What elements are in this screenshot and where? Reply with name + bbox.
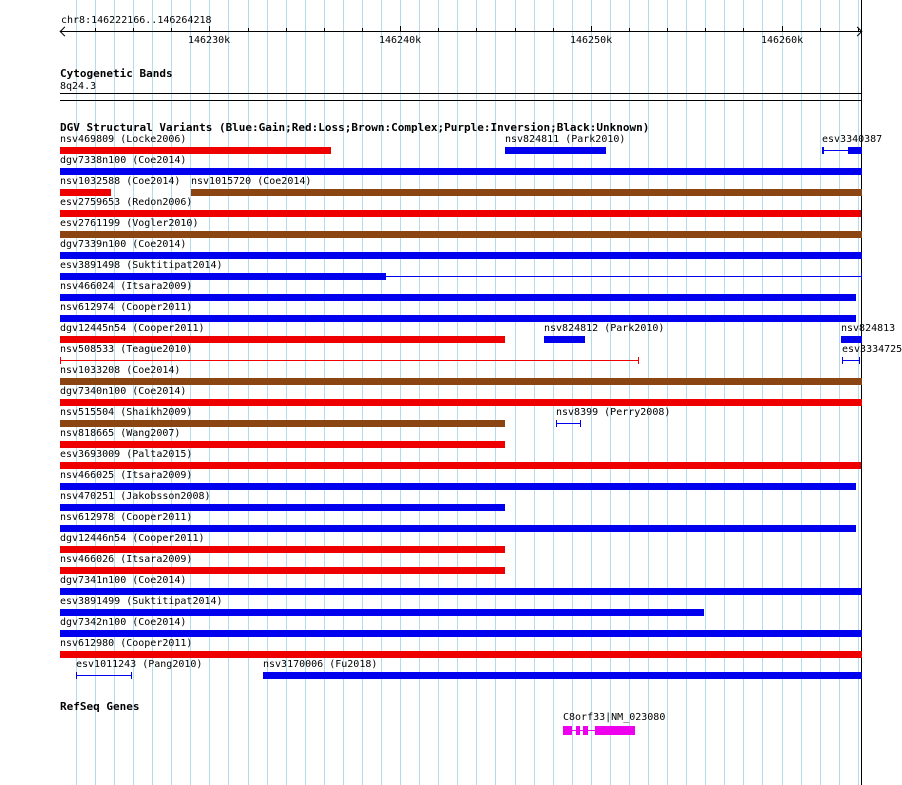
cytoband-label: 8q24.3	[60, 81, 97, 92]
grid-line	[820, 0, 821, 785]
variant-label[interactable]: nsv515504 (Shaikh2009)	[60, 407, 193, 418]
grid-line	[515, 0, 516, 785]
variant-end-tick	[861, 273, 862, 280]
grid-line	[705, 0, 706, 785]
variant-label[interactable]: nsv612980 (Cooper2011)	[60, 638, 193, 649]
variant-bar[interactable]	[60, 252, 862, 259]
variant-label[interactable]: nsv470251 (Jakobsson2008)	[60, 491, 211, 502]
grid-line	[839, 0, 840, 785]
variant-end-tick	[638, 357, 639, 364]
variant-end-tick	[842, 357, 843, 364]
grid-line	[400, 0, 401, 785]
ruler-minor-tick	[705, 28, 706, 31]
ruler-minor-tick	[629, 28, 630, 31]
ruler-minor-tick	[820, 28, 821, 31]
variant-label[interactable]: nsv824812 (Park2010)	[544, 323, 665, 334]
variant-bar[interactable]	[60, 588, 862, 595]
grid-line	[610, 0, 611, 785]
ruler-minor-tick	[95, 28, 96, 31]
variant-bar[interactable]	[60, 483, 856, 490]
variant-bar[interactable]	[60, 378, 862, 385]
gene-exon[interactable]	[583, 726, 588, 735]
ruler-minor-tick	[324, 28, 325, 31]
variant-label[interactable]: nsv1033208 (Coe2014)	[60, 365, 181, 376]
gene-exon[interactable]	[576, 726, 580, 735]
grid-line	[782, 0, 783, 785]
variant-bar[interactable]	[505, 147, 606, 154]
variant-bar[interactable]	[60, 546, 505, 553]
ruler-tick-label: 146250k	[570, 35, 613, 46]
grid-line	[629, 0, 630, 785]
grid-line	[228, 0, 229, 785]
variant-bar[interactable]	[60, 609, 704, 616]
variant-bar[interactable]	[60, 315, 856, 322]
ruler-minor-tick	[667, 28, 668, 31]
variant-label[interactable]: nsv466025 (Itsara2009)	[60, 470, 193, 481]
variant-end-tick	[859, 357, 860, 364]
variant-bar[interactable]	[60, 420, 505, 427]
ruler-minor-tick	[286, 28, 287, 31]
variant-bar[interactable]	[60, 294, 856, 301]
variant-bar[interactable]	[60, 630, 862, 637]
grid-line	[686, 0, 687, 785]
ruler-minor-tick	[362, 28, 363, 31]
grid-line	[858, 0, 859, 785]
variant-label[interactable]: nsv3170006 (Fu2018)	[263, 659, 378, 670]
variant-label[interactable]: dgv7340n100 (Coe2014)	[60, 386, 187, 397]
variant-label[interactable]: esv2761199 (Vogler2010)	[60, 218, 199, 229]
variant-label[interactable]: nsv8399 (Perry2008)	[556, 407, 671, 418]
grid-line	[553, 0, 554, 785]
ruler-tick-label: 146240k	[379, 35, 422, 46]
grid-line	[801, 0, 802, 785]
ruler-tick	[209, 26, 210, 31]
grid-line	[762, 0, 763, 785]
variant-label[interactable]: esv2759653 (Redon2006)	[60, 197, 193, 208]
variant-bar[interactable]	[544, 336, 585, 343]
variant-end-tick	[131, 672, 132, 679]
cytoband-bar-bottom	[60, 100, 862, 101]
location-label: chr8:146222166..146264218	[61, 15, 212, 26]
ruler-minor-tick	[743, 28, 744, 31]
grid-line	[667, 0, 668, 785]
ruler-tick-label: 146230k	[188, 35, 231, 46]
variant-label[interactable]: esv3891498 (Suktitipat2014)	[60, 260, 223, 271]
variant-bar[interactable]	[60, 525, 856, 532]
variant-bar[interactable]	[60, 147, 331, 154]
variant-label[interactable]: nsv824811 (Park2010)	[505, 134, 626, 145]
ruler-minor-tick	[171, 28, 172, 31]
variant-label[interactable]: esv3693009 (Palta2015)	[60, 449, 193, 460]
variant-bar[interactable]	[60, 210, 861, 217]
variant-label[interactable]: dgv7342n100 (Coe2014)	[60, 617, 187, 628]
gene-exon[interactable]	[595, 726, 635, 735]
variant-label[interactable]: nsv469809 (Locke2006)	[60, 134, 187, 145]
variant-label[interactable]: esv1011243 (Pang2010)	[76, 659, 203, 670]
variant-label[interactable]: nsv466024 (Itsara2009)	[60, 281, 193, 292]
gene-label[interactable]: C8orf33|NM_023080	[563, 712, 666, 723]
variant-label[interactable]: dgv7341n100 (Coe2014)	[60, 575, 187, 586]
variant-bar[interactable]	[60, 462, 861, 469]
variant-bar[interactable]	[848, 147, 862, 154]
ruler-minor-tick	[476, 28, 477, 31]
refseq-track-title[interactable]: RefSeq Genes	[60, 700, 140, 713]
variant-label[interactable]: nsv1032588 (Coe2014)	[60, 176, 181, 187]
grid-line	[724, 0, 725, 785]
variant-bar[interactable]	[191, 189, 862, 196]
variant-label[interactable]: nsv824813	[841, 323, 896, 334]
variant-label[interactable]: nsv612978 (Cooper2011)	[60, 512, 193, 523]
grid-line	[209, 0, 210, 785]
cytoband-bar-top	[60, 93, 862, 94]
grid-line	[457, 0, 458, 785]
variant-label[interactable]: nsv612974 (Cooper2011)	[60, 302, 193, 313]
grid-line	[419, 0, 420, 785]
grid-line	[534, 0, 535, 785]
variant-thin-extension	[386, 276, 862, 277]
ruler-tick	[782, 26, 783, 31]
grid-line	[381, 0, 382, 785]
variant-label[interactable]: nsv818665 (Wang2007)	[60, 428, 181, 439]
cytoband-track-title[interactable]: Cytogenetic Bands	[60, 67, 173, 80]
variant-bar[interactable]	[60, 441, 505, 448]
variant-bar[interactable]	[60, 231, 862, 238]
ruler-line	[60, 31, 862, 32]
track-right-edge	[861, 0, 862, 785]
grid-line	[743, 0, 744, 785]
variant-bar[interactable]	[60, 504, 505, 511]
variant-thin-bar[interactable]	[842, 360, 860, 361]
ruler-tick-label: 146260k	[761, 35, 804, 46]
variant-label[interactable]: dgv7338n100 (Coe2014)	[60, 155, 187, 166]
variant-label[interactable]: nsv1015720 (Coe2014)	[191, 176, 312, 187]
ruler-minor-tick	[248, 28, 249, 31]
arrow-left-icon	[60, 27, 70, 37]
gene-exon[interactable]	[563, 726, 572, 735]
variant-thin-bar[interactable]	[60, 360, 639, 361]
variant-thin-bar[interactable]	[556, 423, 581, 424]
grid-line	[438, 0, 439, 785]
variant-bar[interactable]	[60, 189, 111, 196]
variant-label[interactable]: dgv12446n54 (Cooper2011)	[60, 533, 205, 544]
variant-label[interactable]: esv3334725	[842, 344, 902, 355]
grid-line	[591, 0, 592, 785]
variant-gap-line	[824, 150, 848, 151]
grid-line	[248, 0, 249, 785]
variant-end-tick	[580, 420, 581, 427]
ruler-minor-tick	[515, 28, 516, 31]
ruler-minor-tick	[438, 28, 439, 31]
grid-line	[476, 0, 477, 785]
ruler-tick	[591, 26, 592, 31]
variant-end-tick	[60, 357, 61, 364]
grid-line	[495, 0, 496, 785]
variant-bar[interactable]	[60, 399, 862, 406]
variant-bar[interactable]	[60, 273, 386, 280]
ruler-minor-tick	[553, 28, 554, 31]
variant-label[interactable]: esv3340387	[822, 134, 883, 145]
variant-label[interactable]: esv3891499 (Suktitipat2014)	[60, 596, 223, 607]
variant-end-tick	[556, 420, 557, 427]
variant-bar[interactable]	[60, 651, 862, 658]
ruler-minor-tick	[858, 28, 859, 31]
variant-bar[interactable]	[60, 336, 505, 343]
variant-end-tick	[76, 672, 77, 679]
variant-label[interactable]: dgv12445n54 (Cooper2011)	[60, 323, 205, 334]
grid-line	[648, 0, 649, 785]
variant-label[interactable]: dgv7339n100 (Coe2014)	[60, 239, 187, 250]
ruler-minor-tick	[133, 28, 134, 31]
variant-label[interactable]: nsv508533 (Teague2010)	[60, 344, 193, 355]
dgv-track-title[interactable]: DGV Structural Variants (Blue:Gain;Red:Loss;Brown:Complex;Purple:Inversion;Black:Unknown)	[60, 121, 650, 134]
ruler-tick	[400, 26, 401, 31]
grid-line	[572, 0, 573, 785]
variant-bar[interactable]	[60, 168, 862, 175]
variant-bar[interactable]	[60, 567, 505, 574]
variant-thin-bar[interactable]	[76, 675, 132, 676]
variant-bar[interactable]	[841, 336, 862, 343]
variant-label[interactable]: nsv466026 (Itsara2009)	[60, 554, 193, 565]
variant-bar[interactable]	[263, 672, 862, 679]
